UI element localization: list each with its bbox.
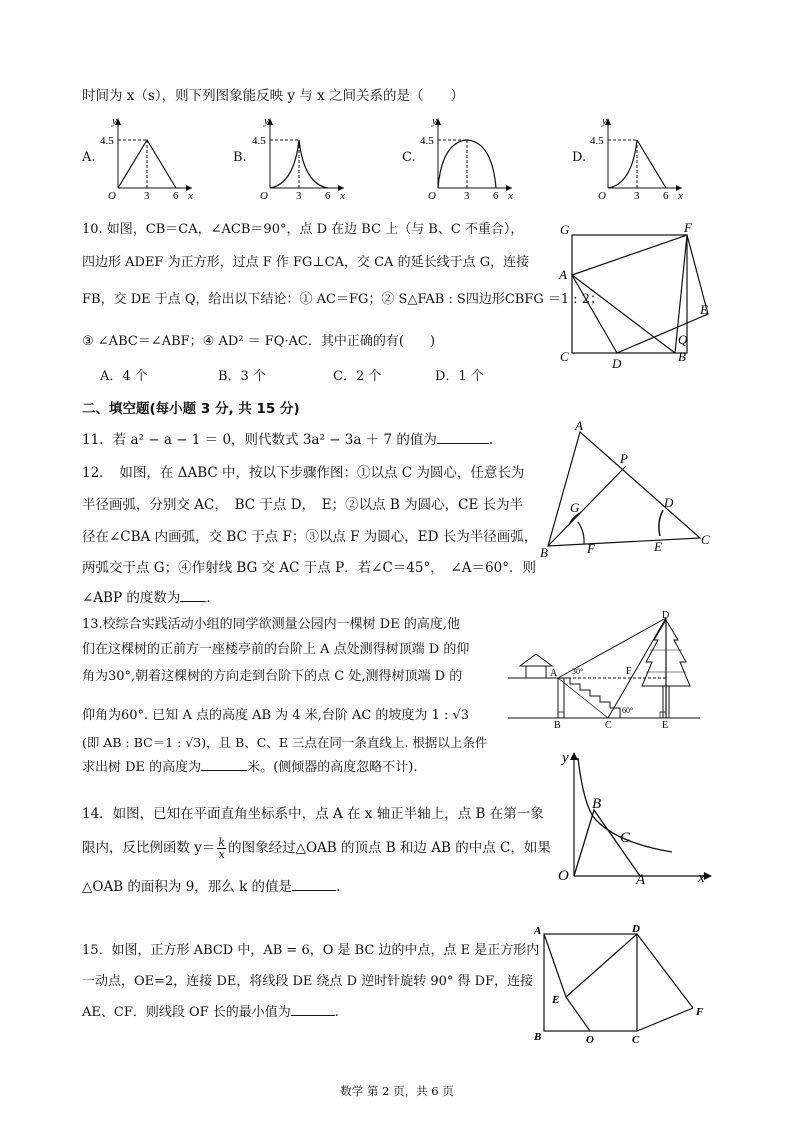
q9b-y-tick: 4.5	[252, 135, 266, 147]
q15-label-e: E	[552, 994, 560, 1006]
q9-graph-a	[100, 112, 200, 200]
q15-end: .	[334, 1005, 339, 1020]
q10-choice-c: C．2 个	[333, 369, 382, 384]
q15-line-1: 15．如图，正方形 ABCD 中，AB = 6，O 是 BC 边的中点，点 E 是正方形内	[82, 943, 540, 958]
q13-line-3: 角为30°,朝着这棵树的方向走到台阶下的点 C 处,测得树顶端 D 的	[82, 669, 463, 684]
q13-figure	[508, 610, 708, 728]
q9d-x-label: x	[678, 190, 683, 200]
q9c-y-tick: 4.5	[420, 135, 434, 147]
q15-answer-blank[interactable]	[291, 1003, 335, 1016]
q12-label-p: P	[620, 451, 628, 466]
q12-line-4: 两弧交于点 G；④作射线 BG 交 AC 于点 P．若∠C＝45°， ∠A＝60°．则	[82, 560, 536, 576]
q14-label-a: A	[636, 872, 646, 888]
q13-text-6b: 米。(侧倾器的高度忽略不计).	[247, 760, 418, 775]
q15-label-d: D	[632, 923, 640, 935]
q12-label-e: E	[654, 539, 662, 554]
q12-line-3: 径在∠CBA 内画弧，交 BC 于点 F；③以点 F 为圆心，ED 长为半径画弧，	[82, 529, 538, 545]
q14-text-3: △OAB 的面积为 9，那么 k 的值是	[82, 879, 293, 895]
q10-choice-b: B．3 个	[218, 369, 266, 384]
q11-text: 11．若 a² − a − 1 ＝ 0，则代数式 3a² − 3a ＋ 7 的值为	[82, 432, 437, 448]
q13-label-f: F	[626, 666, 632, 677]
q14-line-1: 14．如图，已知在平面直角坐标系中，点 A 在 x 轴正半轴上，点 B 在第一象	[82, 806, 544, 822]
q9b-x-label: x	[340, 190, 345, 200]
q10-label-c: C	[560, 349, 569, 364]
q9-graph-c	[420, 112, 520, 200]
q14-line-2	[82, 836, 551, 860]
q13-answer-blank[interactable]	[201, 758, 247, 771]
q14-label-o: O	[558, 868, 569, 884]
q9a-x-tick-3: 3	[144, 190, 150, 200]
q13-line-6	[82, 756, 417, 775]
q12-label-g: G	[570, 500, 580, 515]
q10-label-a: A	[559, 267, 567, 282]
q14-fraction	[217, 837, 226, 860]
q12-end: .	[206, 590, 211, 606]
q13-label-e: E	[662, 720, 669, 728]
q13-line-4: 仰角为60°. 已知 A 点的高度 AB 为 4 米,台阶 AC 的坡度为 1 : √3	[82, 708, 470, 723]
q13-line-2: 们在这棵树的正前方一座楼亭前的台阶上 A 点处测得树顶端 D 的仰	[82, 642, 470, 657]
q9-option-d-label: D.	[572, 150, 587, 165]
q15-label-b: B	[534, 1031, 542, 1043]
q9-option-c-label: C.	[402, 150, 416, 165]
q15-label-o: O	[586, 1034, 594, 1046]
q14-text-2a: 限内，反比例函数 y＝	[82, 840, 216, 856]
q14-label-c: C	[620, 830, 631, 846]
q12-label-d: D	[664, 495, 674, 510]
q10-line-2: 四边形 ADEF 为正方形，过点 F 作 FG⊥CA，交 CA 的延长线于点 G，连接	[82, 255, 530, 270]
q12-answer-blank[interactable]	[180, 589, 206, 602]
q14-line-3	[82, 875, 340, 895]
q12-line-1: 12． 如图，在 ΔABC 中，按以下步骤作图：①以点 C 为圆心，任意长为	[82, 465, 525, 481]
q9d-x-tick-3: 3	[634, 190, 640, 200]
q9b-x-tick-3: 3	[296, 190, 302, 200]
q13-label-60deg: 60°	[622, 706, 634, 715]
q11-end: .	[488, 432, 494, 448]
q13-text-6a: 求出树 DE 的高度为	[82, 760, 202, 775]
q10-line-4: ③ ∠ABC＝∠ABF；④ AD² ＝ FQ·AC．其中正确的有( )	[82, 334, 436, 349]
q13-label-c: C	[605, 720, 612, 728]
q15-label-f: F	[696, 1006, 704, 1018]
q9d-x-tick-6: 6	[663, 190, 669, 200]
q9-question-tail: 时间为 x（s），则下列图象能反映 y 与 x 之间关系的是（ ）	[82, 88, 464, 104]
q9c-x-tick-6: 6	[493, 190, 499, 200]
q11-question	[82, 428, 493, 448]
q13-label-a: A	[550, 668, 558, 679]
q9d-origin: O	[598, 190, 606, 200]
q14-label-x: x	[698, 870, 705, 886]
q9b-y-label: y	[264, 115, 269, 127]
q14-text-2b: 的图象经过△OAB 的顶点 B 和边 AB 的中点 C，如果	[228, 840, 551, 856]
q12-figure	[538, 420, 718, 560]
q12-label-f: F	[587, 541, 595, 556]
q14-answer-blank[interactable]	[292, 878, 336, 891]
q10-label-q: Q	[678, 332, 688, 347]
q10-choice-d: D．1 个	[435, 369, 484, 384]
q13-label-30deg: 30°	[572, 667, 584, 676]
q12-line-2: 半径画弧，分别交 AC， BC 于点 D， E；②以点 B 为圆心，CE 长为半	[82, 497, 524, 513]
q15-figure	[528, 920, 718, 1050]
q9-graph-b	[252, 112, 352, 200]
q12-text-5: ∠ABP 的度数为	[82, 590, 181, 606]
q14-fraction-denominator: x	[218, 848, 225, 861]
q9a-y-label: y	[112, 115, 117, 127]
q9a-x-tick-6: 6	[173, 190, 179, 200]
q13-label-d: D	[662, 610, 670, 621]
q14-end: .	[336, 879, 341, 895]
q9a-origin: O	[108, 190, 116, 200]
q9a-y-tick: 4.5	[100, 135, 114, 147]
section-2-heading: 二、填空题(每小题 3 分, 共 15 分)	[82, 401, 300, 417]
q9c-origin: O	[428, 190, 436, 200]
q9d-y-tick: 4.5	[590, 135, 604, 147]
q10-label-d: D	[612, 356, 622, 371]
q14-fraction-numerator: k	[218, 836, 226, 849]
q13-line-5: (即 AB : BC＝1 : √3)，且 B、C、E 三点在同一条直线上. 根据以上条件	[82, 735, 488, 750]
q15-text-3: AE、CF．则线段 OF 长的最小值为	[82, 1005, 291, 1020]
q10-figure	[550, 218, 720, 378]
q14-label-b: B	[592, 796, 602, 812]
q9d-y-label: y	[602, 115, 607, 127]
q14-figure	[548, 748, 718, 908]
q10-label-b: B	[678, 349, 686, 364]
q10-label-f: F	[684, 220, 692, 235]
q13-label-b: B	[554, 720, 561, 728]
q10-line-3: FB，交 DE 于点 Q，给出以下结论：① AC＝FG；② S△FAB : S四边形CBFG ＝1 : 2；	[82, 292, 604, 307]
q9b-origin: O	[260, 190, 268, 200]
q15-label-c: C	[632, 1034, 640, 1046]
q9a-x-label: x	[188, 190, 193, 200]
q14-label-y: y	[562, 750, 569, 766]
q12-label-b: B	[540, 545, 548, 560]
q9b-x-tick-6: 6	[325, 190, 331, 200]
q9-option-b-label: B.	[233, 150, 247, 165]
q12-line-5	[82, 586, 211, 606]
q15-line-3	[82, 1001, 339, 1020]
page-footer: 数学 第 2 页，共 6 页	[340, 1084, 454, 1098]
q10-choice-a: A．4 个	[100, 369, 148, 384]
q11-answer-blank[interactable]	[437, 431, 489, 444]
q10-line-1: 10. 如图，CB＝CA，∠ACB＝90°，点 D 在边 BC 上（与 B、C 不重合），	[82, 222, 524, 237]
q9-option-a-label: A.	[82, 150, 96, 165]
q12-label-c: C	[701, 532, 710, 547]
q15-label-a: A	[534, 925, 542, 937]
q10-label-e: E	[700, 302, 708, 317]
q9-graph-d	[590, 112, 690, 200]
q13-line-1: 13.校综合实践活动小组的同学欲测量公园内一棵树 DE 的高度,他	[82, 617, 460, 632]
q10-label-g: G	[560, 222, 570, 237]
q9c-x-tick-3: 3	[464, 190, 470, 200]
q15-line-2: 一动点，OE=2，连接 DE，将线段 DE 绕点 D 逆时针旋转 90° 得 DF，连接	[82, 974, 534, 989]
q9c-y-label: y	[432, 115, 437, 127]
q9c-x-label: x	[508, 190, 513, 200]
q12-label-a: A	[575, 420, 583, 433]
